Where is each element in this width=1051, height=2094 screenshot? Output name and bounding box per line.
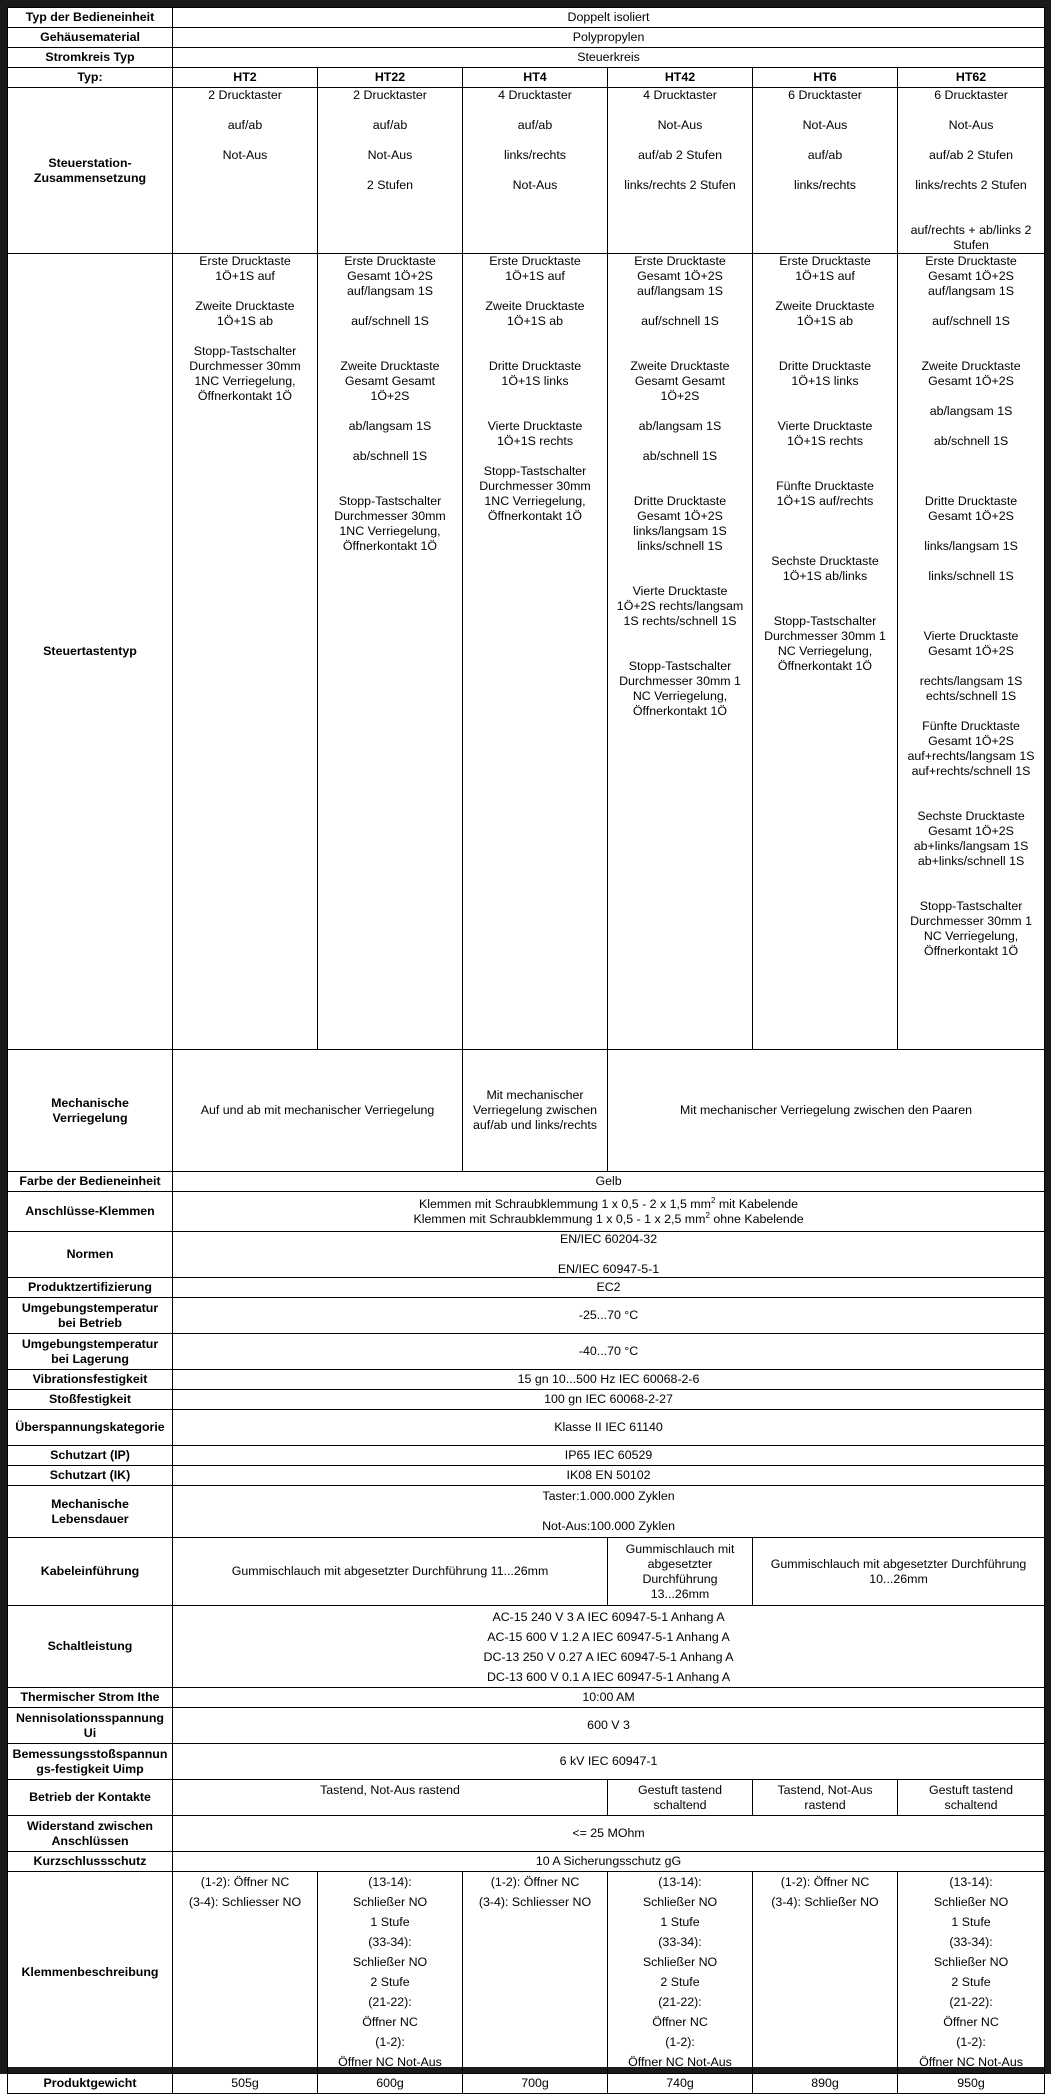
row-label: Produktgewicht bbox=[8, 2074, 173, 2094]
row-label: Klemmenbeschreibung bbox=[8, 1872, 173, 2074]
row-label: Nennisolationsspannung Ui bbox=[8, 1708, 173, 1744]
row-label: Typ: bbox=[8, 68, 173, 88]
row-label: Umgebungstemperatur bei Betrieb bbox=[8, 1298, 173, 1334]
row-value: 100 gn IEC 60068-2-27 bbox=[173, 1390, 1045, 1410]
row-value: 600 V 3 bbox=[173, 1708, 1045, 1744]
table-row bbox=[8, 1334, 1045, 1370]
row-label: Steuerstation- Zusammensetzung bbox=[8, 88, 173, 254]
table-row bbox=[8, 1852, 1045, 1872]
table-row bbox=[8, 1708, 1045, 1744]
row-label: Thermischer Strom Ithe bbox=[8, 1688, 173, 1708]
row-value: 10:00 AM bbox=[173, 1688, 1045, 1708]
composition-cell: 2 Drucktaster auf/ab Not-Aus bbox=[173, 88, 318, 254]
weight-cell: 505g bbox=[173, 2074, 318, 2094]
table-row bbox=[8, 1538, 1045, 1606]
row-value: AC-15 240 V 3 A IEC 60947-5-1 Anhang A AC-15 600 V 1.2 A IEC 60947-5-1 Anhang A DC-13 250 V 0.27 A IEC 60947-5-1 Anhang A DC-13 600 V 0.1 A IEC 60947-5-1 Anhang A bbox=[173, 1606, 1045, 1688]
terminal-cell: (13-14): Schließer NO 1 Stufe (33-34): Schließer NO 2 Stufe (21-22): Öffner NC (1-2): Öffner NC Not-Aus bbox=[318, 1872, 463, 2074]
table-row bbox=[8, 1816, 1045, 1852]
table-row bbox=[8, 68, 1045, 88]
row-value: Gestuft tastend schaltend bbox=[608, 1780, 753, 1816]
row-value: <= 25 MOhm bbox=[173, 1816, 1045, 1852]
weight-cell: 700g bbox=[463, 2074, 608, 2094]
weight-cell: 740g bbox=[608, 2074, 753, 2094]
table-row bbox=[8, 1872, 1045, 2074]
row-value: Gummischlauch mit abgesetzter Durchführung 10...26mm bbox=[753, 1538, 1045, 1606]
table-row bbox=[8, 1486, 1045, 1538]
spec-sheet bbox=[7, 7, 1044, 2090]
table-row bbox=[8, 48, 1045, 68]
row-value: -25...70 °C bbox=[173, 1298, 1045, 1334]
model-header: HT62 bbox=[898, 68, 1045, 88]
composition-cell: 6 Drucktaster Not-Aus auf/ab 2 Stufen links/rechts 2 Stufen auf/rechts + ab/links 2 Stufen bbox=[898, 88, 1045, 254]
table-row bbox=[8, 2074, 1045, 2094]
row-label: Vibrationsfestigkeit bbox=[8, 1370, 173, 1390]
table-row bbox=[8, 1410, 1045, 1446]
terminal-cell: (13-14): Schließer NO 1 Stufe (33-34): Schließer NO 2 Stufe (21-22): Öffner NC (1-2): Öffner NC Not-Aus bbox=[608, 1872, 753, 2074]
row-label: Schutzart (IP) bbox=[8, 1446, 173, 1466]
row-label: Gehäusematerial bbox=[8, 28, 173, 48]
row-value: Tastend, Not-Aus rastend bbox=[173, 1780, 608, 1816]
row-value: Polypropylen bbox=[173, 28, 1045, 48]
weight-cell: 950g bbox=[898, 2074, 1045, 2094]
row-label: Anschlüsse-Klemmen bbox=[8, 1192, 173, 1232]
row-value: Klasse II IEC 61140 bbox=[173, 1410, 1045, 1446]
table-row bbox=[8, 1192, 1045, 1232]
table-row bbox=[8, 1688, 1045, 1708]
row-label: Steuertastentyp bbox=[8, 254, 173, 1050]
row-label: Kurzschlussschutz bbox=[8, 1852, 173, 1872]
table-row bbox=[8, 1466, 1045, 1486]
row-label: Mechanische Verriegelung bbox=[8, 1050, 173, 1172]
row-value: Klemmen mit Schraubklemmung 1 x 0,5 - 2 x 1,5 $mm^2$ mit Kabelende Klemmen mit Schraubklemmung 1 x 0,5 - 1 x 2,5 $mm^2$ ohne Kabelende bbox=[173, 1192, 1045, 1232]
row-label: Umgebungstemperatur bei Lagerung bbox=[8, 1334, 173, 1370]
model-header: HT42 bbox=[608, 68, 753, 88]
row-label: Schaltleistung bbox=[8, 1606, 173, 1688]
row-label: Mechanische Lebensdauer bbox=[8, 1486, 173, 1538]
row-label: Bemessungsstoßspannun gs-festigkeit Uimp bbox=[8, 1744, 173, 1780]
row-value: Auf und ab mit mechanischer Verriegelung bbox=[173, 1050, 463, 1172]
model-header: HT22 bbox=[318, 68, 463, 88]
button-type-cell: Erste Drucktaste 1Ö+1S auf Zweite Drucktaste 1Ö+1S ab Stopp-Tastschalter Durchmesser 30mm 1NC Verriegelung, Öffnerkontakt 1Ö bbox=[173, 254, 318, 1050]
button-type-cell: Erste Drucktaste 1Ö+1S auf Zweite Drucktaste 1Ö+1S ab Dritte Drucktaste 1Ö+1S links Vierte Drucktaste 1Ö+1S rechts Fünfte Drucktaste 1Ö+1S auf/rechts Sechste Drucktaste 1Ö+1S ab/links Stopp-Tastschalter Durchmesser 30mm 1 NC Verriegelung, Öffnerkontakt 1Ö bbox=[753, 254, 898, 1050]
weight-cell: 600g bbox=[318, 2074, 463, 2094]
button-type-cell: Erste Drucktaste 1Ö+1S auf Zweite Drucktaste 1Ö+1S ab Dritte Drucktaste 1Ö+1S links Vierte Drucktaste 1Ö+1S rechts Stopp-Tastschalter Durchmesser 30mm 1NC Verriegelung, Öffnerkontakt 1Ö bbox=[463, 254, 608, 1050]
row-value: -40...70 °C bbox=[173, 1334, 1045, 1370]
table-row bbox=[8, 1744, 1045, 1780]
row-label: Typ der Bedieneinheit bbox=[8, 8, 173, 28]
table-row bbox=[8, 1780, 1045, 1816]
row-value: Tastend, Not-Aus rastend bbox=[753, 1780, 898, 1816]
row-value: Gelb bbox=[173, 1172, 1045, 1192]
button-type-cell: Erste Drucktaste Gesamt 1Ö+2S auf/langsam 1S auf/schnell 1S Zweite Drucktaste Gesamt Gesamt 1Ö+2S ab/langsam 1S ab/schnell 1S Stopp-Tastschalter Durchmesser 30mm 1NC Verriegelung, Öffnerkontakt 1Ö bbox=[318, 254, 463, 1050]
row-label: Schutzart (IK) bbox=[8, 1466, 173, 1486]
table-row bbox=[8, 28, 1045, 48]
row-value: EC2 bbox=[173, 1278, 1045, 1298]
table-row bbox=[8, 1390, 1045, 1410]
terminal-cell: (1-2): Öffner NC (3-4): Schließer NO bbox=[753, 1872, 898, 2074]
table-row bbox=[8, 1298, 1045, 1334]
row-value: Taster:1.000.000 Zyklen Not-Aus:100.000 Zyklen bbox=[173, 1486, 1045, 1538]
row-label: Farbe der Bedieneinheit bbox=[8, 1172, 173, 1192]
row-label: Stromkreis Typ bbox=[8, 48, 173, 68]
row-label: Normen bbox=[8, 1232, 173, 1278]
button-type-cell: Erste Drucktaste Gesamt 1Ö+2S auf/langsam 1S auf/schnell 1S Zweite Drucktaste Gesamt Gesamt 1Ö+2S ab/langsam 1S ab/schnell 1S Dritte Drucktaste Gesamt 1Ö+2S links/langsam 1S links/schnell 1S Vierte Drucktaste 1Ö+2S rechts/langsam 1S rechts/schnell 1S Stopp-Tastschalter Durchmesser 30mm 1 NC Verriegelung, Öffnerkontakt 1Ö bbox=[608, 254, 753, 1050]
row-label: Betrieb der Kontakte bbox=[8, 1780, 173, 1816]
row-value: 10 A Sicherungsschutz gG bbox=[173, 1852, 1045, 1872]
spec-table bbox=[7, 7, 1045, 2094]
row-value: 6 kV IEC 60947-1 bbox=[173, 1744, 1045, 1780]
composition-cell: 2 Drucktaster auf/ab Not-Aus 2 Stufen bbox=[318, 88, 463, 254]
row-value: 15 gn 10...500 Hz IEC 60068-2-6 bbox=[173, 1370, 1045, 1390]
composition-cell: 6 Drucktaster Not-Aus auf/ab links/rechts bbox=[753, 88, 898, 254]
weight-cell: 890g bbox=[753, 2074, 898, 2094]
table-row bbox=[8, 1606, 1045, 1688]
row-value: Gummischlauch mit abgesetzter Durchführung 11...26mm bbox=[173, 1538, 608, 1606]
composition-cell: 4 Drucktaster auf/ab links/rechts Not-Aus bbox=[463, 88, 608, 254]
table-row bbox=[8, 1370, 1045, 1390]
row-value: Gummischlauch mit abgesetzter Durchführung 13...26mm bbox=[608, 1538, 753, 1606]
terminal-cell: (1-2): Öffner NC (3-4): Schliesser NO bbox=[173, 1872, 318, 2074]
table-row bbox=[8, 1446, 1045, 1466]
row-value: Doppelt isoliert bbox=[173, 8, 1045, 28]
row-label: Überspannungskategorie bbox=[8, 1410, 173, 1446]
button-type-cell: Erste Drucktaste Gesamt 1Ö+2S auf/langsam 1S auf/schnell 1S Zweite Drucktaste Gesamt 1Ö+2S ab/langsam 1S ab/schnell 1S Dritte Drucktaste Gesamt 1Ö+2S links/langsam 1S links/schnell 1S Vierte Drucktaste Gesamt 1Ö+2S rechts/langsam 1S echts/schnell 1S Fünfte Drucktaste Gesamt 1Ö+2S auf+rechts/langsam 1S auf+rechts/schnell 1S Sechste Drucktaste Gesamt 1Ö+2S ab+links/langsam 1S ab+links/schnell 1S Stopp-Tastschalter Durchmesser 30mm 1 NC Verriegelung, Öffnerkontakt 1Ö bbox=[898, 254, 1045, 1050]
terminal-cell: (1-2): Öffner NC (3-4): Schliesser NO bbox=[463, 1872, 608, 2074]
row-label: Kabeleinführung bbox=[8, 1538, 173, 1606]
row-value: EN/IEC 60204-32 EN/IEC 60947-5-1 bbox=[173, 1232, 1045, 1278]
row-value: Mit mechanischer Verriegelung zwischen auf/ab und links/rechts bbox=[463, 1050, 608, 1172]
table-row bbox=[8, 1172, 1045, 1192]
model-header: HT2 bbox=[173, 68, 318, 88]
terminal-cell: (13-14): Schließer NO 1 Stufe (33-34): Schließer NO 2 Stufe (21-22): Öffner NC (1-2): Öffner NC Not-Aus bbox=[898, 1872, 1045, 2074]
row-value: IK08 EN 50102 bbox=[173, 1466, 1045, 1486]
table-row bbox=[8, 8, 1045, 28]
row-label: Stoßfestigkeit bbox=[8, 1390, 173, 1410]
table-row bbox=[8, 254, 1045, 1050]
row-value: Mit mechanischer Verriegelung zwischen den Paaren bbox=[608, 1050, 1045, 1172]
model-header: HT4 bbox=[463, 68, 608, 88]
model-header: HT6 bbox=[753, 68, 898, 88]
table-row bbox=[8, 1232, 1045, 1278]
table-row bbox=[8, 1278, 1045, 1298]
row-value: Gestuft tastend schaltend bbox=[898, 1780, 1045, 1816]
table-row bbox=[8, 1050, 1045, 1172]
row-value: IP65 IEC 60529 bbox=[173, 1446, 1045, 1466]
row-label: Widerstand zwischen Anschlüssen bbox=[8, 1816, 173, 1852]
row-value: Steuerkreis bbox=[173, 48, 1045, 68]
table-row bbox=[8, 88, 1045, 254]
row-label: Produktzertifizierung bbox=[8, 1278, 173, 1298]
composition-cell: 4 Drucktaster Not-Aus auf/ab 2 Stufen links/rechts 2 Stufen bbox=[608, 88, 753, 254]
